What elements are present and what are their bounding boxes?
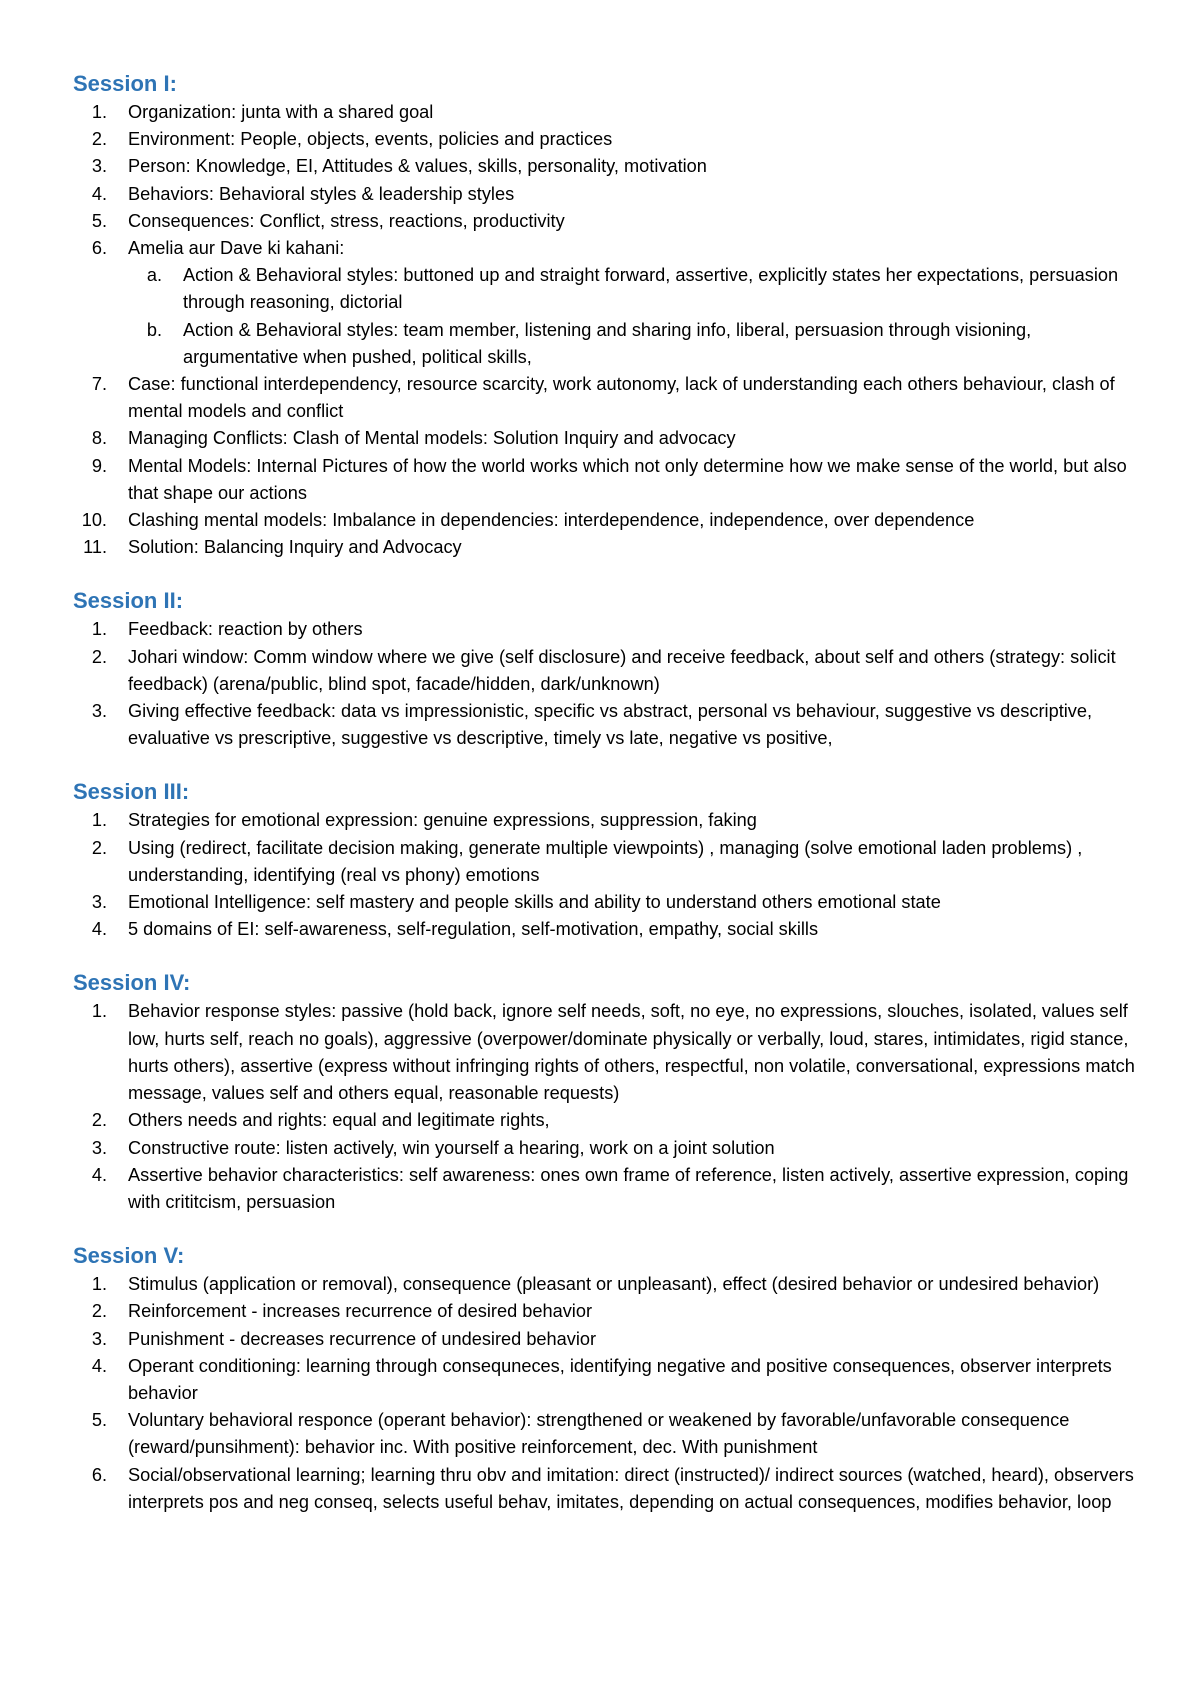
list-item: [73, 644, 1143, 698]
list-item-number: 2.: [91, 1301, 107, 1322]
list-item: [73, 534, 1143, 561]
session-heading: Session II:: [73, 588, 184, 614]
list-item-text: Behavior response styles: passive (hold back, ignore self needs, soft, no eye, no expressions, slouches, isolated, values self low, hurts self, reach no goals), aggressive (overpower/dominate physically or verbally, loud, stares, intimidates, rigid stance, hurts others), assertive (express without infringing rights of others, respectful, non volatile, conversational, expressions match message, values self and others equal, reasonable requests): [128, 1001, 1135, 1104]
list-item-text: Case: functional interdependency, resource scarcity, work autonomy, lack of understanding each others behaviour, clash of mental models and conflict: [128, 374, 1115, 422]
list-item: [73, 425, 1143, 452]
list-item-number: 4.: [91, 1164, 107, 1185]
session-heading: Session V:: [73, 1243, 185, 1269]
list-item-text: Others needs and rights: equal and legitimate rights,: [128, 1110, 550, 1131]
list-item-number: 10.: [81, 510, 107, 531]
session-heading: Session III:: [73, 779, 190, 805]
sub-list-item-letter: b.: [146, 319, 162, 340]
session-section: [73, 969, 1143, 1216]
list-item-text: Person: Knowledge, EI, Attitudes & values, skills, personality, motivation: [128, 156, 707, 177]
list-item: [73, 1407, 1143, 1461]
list-item-text: Managing Conflicts: Clash of Mental models: Solution Inquiry and advocacy: [128, 428, 736, 449]
list-item-number: 1.: [91, 619, 107, 640]
sub-list: [128, 262, 1143, 371]
session-list: [73, 616, 1143, 752]
list-item: [73, 1271, 1143, 1298]
list-item: [73, 453, 1143, 507]
list-item-number: 3.: [91, 1328, 107, 1349]
sub-list-item-letter: a.: [146, 265, 162, 286]
list-item: [73, 1462, 1143, 1516]
list-item-number: 2.: [91, 646, 107, 667]
list-item: [73, 807, 1143, 834]
list-item: [73, 916, 1143, 943]
session-list: [73, 807, 1143, 943]
list-item: [73, 698, 1143, 752]
list-item-number: 1.: [91, 1274, 107, 1295]
session-section: [73, 70, 1143, 561]
list-item-text: Social/observational learning; learning thru obv and imitation: direct (instructed)/ indirect sources (watched, heard), observers interprets pos and neg conseq, selects useful behav, imitates, depending on actual consequences, modifies behavior, loop: [128, 1464, 1134, 1512]
list-item: [73, 507, 1143, 534]
list-item: [73, 1107, 1143, 1134]
list-item: [73, 1135, 1143, 1162]
sub-list-item: [128, 317, 1143, 371]
list-item-number: 9.: [91, 455, 107, 476]
list-item-text: Giving effective feedback: data vs impressionistic, specific vs abstract, personal vs behaviour, suggestive vs descriptive, evaluative vs prescriptive, suggestive vs descriptive, timely vs late, negative vs positive,: [128, 701, 1093, 749]
session-heading: Session I:: [73, 71, 177, 96]
session-section: [73, 1242, 1143, 1516]
list-item-text: 5 domains of EI: self-awareness, self-regulation, self-motivation, empathy, social skills: [128, 919, 819, 940]
list-item-number: 3.: [91, 156, 107, 177]
list-item-text: Using (redirect, facilitate decision making, generate multiple viewpoints) , managing (solve emotional laden problems) , understanding, identifying (real vs phony) emotions: [128, 837, 1083, 885]
list-item-text: Assertive behavior characteristics: self awareness: ones own frame of reference, listen actively, assertive expression, coping with crititcism, persuasion: [128, 1164, 1129, 1212]
session-heading: Session IV:: [73, 970, 191, 996]
session-section: [73, 587, 1143, 752]
list-item-number: 1.: [91, 810, 107, 831]
list-item-number: 6.: [91, 238, 107, 259]
session-list: [73, 1271, 1143, 1516]
list-item: [73, 1298, 1143, 1325]
list-item: [73, 1353, 1143, 1407]
list-item-text: Voluntary behavioral responce (operant behavior): strengthened or weakened by favorable/unfavorable consequence (reward/punsihment): behavior inc. With positive reinforcement, dec. With punishment: [128, 1410, 1070, 1458]
list-item: [73, 1162, 1143, 1216]
list-item-number: 4.: [91, 919, 107, 940]
list-item-text: Operant conditioning: learning through consequneces, identifying negative and positive consequences, observer interprets behavior: [128, 1355, 1112, 1403]
list-item: [73, 616, 1143, 643]
list-item-text: Emotional Intelligence: self mastery and people skills and ability to understand others emotional state: [128, 892, 941, 913]
list-item-text: Johari window: Comm window where we give (self disclosure) and receive feedback, about self and others (strategy: solicit feedback) (arena/public, blind spot, facade/hidden, dark/unknown): [128, 646, 1116, 694]
list-item-number: 8.: [91, 428, 107, 449]
list-item-number: 3.: [91, 701, 107, 722]
list-item-number: 4.: [91, 183, 107, 204]
list-item-number: 11.: [83, 537, 107, 558]
list-item: [73, 889, 1143, 916]
list-item: [73, 153, 1143, 180]
list-item-text: Feedback: reaction by others: [128, 619, 363, 640]
list-item-number: 6.: [91, 1464, 107, 1485]
list-item: [73, 1326, 1143, 1353]
list-item-number: 5.: [91, 1410, 107, 1431]
list-item: [73, 835, 1143, 889]
list-item-text: Punishment - decreases recurrence of undesired behavior: [128, 1328, 597, 1349]
list-item-number: 7.: [91, 374, 107, 395]
list-item-text: Consequences: Conflict, stress, reactions, productivity: [128, 210, 565, 231]
list-item: [73, 998, 1143, 1107]
list-item-number: 1.: [91, 102, 107, 122]
list-item-number: 5.: [91, 210, 107, 231]
list-item-text: Environment: People, objects, events, policies and practices: [128, 129, 613, 150]
list-item-text: Reinforcement - increases recurrence of desired behavior: [128, 1301, 593, 1322]
list-item-text: Mental Models: Internal Pictures of how the world works which not only determine how we make sense of the world, but also that shape our actions: [128, 455, 1127, 503]
list-item-text: Strategies for emotional expression: genuine expressions, suppression, faking: [128, 810, 757, 831]
list-item: [73, 99, 1143, 126]
list-item: [73, 181, 1143, 208]
session-section: [73, 778, 1143, 943]
list-item-number: 2.: [91, 129, 107, 150]
list-item: [73, 371, 1143, 425]
list-item-text: Stimulus (application or removal), consequence (pleasant or unpleasant), effect (desired behavior or undesired behavior): [128, 1274, 1100, 1295]
list-item-number: 3.: [91, 892, 107, 913]
sub-list-item-text: Action & Behavioral styles: buttoned up and straight forward, assertive, explicitly states her expectations, persuasion through reasoning, dictorial: [183, 265, 1119, 313]
list-item-text: Behaviors: Behavioral styles & leadership styles: [128, 183, 515, 204]
list-item-text: Constructive route: listen actively, win yourself a hearing, work on a joint solution: [128, 1137, 775, 1158]
list-item-text: Solution: Balancing Inquiry and Advocacy: [128, 537, 462, 558]
list-item-number: 1.: [91, 1001, 107, 1022]
session-list: [73, 99, 1143, 561]
list-item-number: 3.: [91, 1137, 107, 1158]
session-list: [73, 998, 1143, 1216]
list-item-text: Clashing mental models: Imbalance in dependencies: interdependence, independence, over dependence: [128, 510, 975, 531]
list-item-text: Organization: junta with a shared goal: [128, 102, 434, 122]
list-item-text: Amelia aur Dave ki kahani:: [128, 238, 345, 259]
sub-list-item: [128, 262, 1143, 316]
list-item-number: 2.: [91, 837, 107, 858]
list-item: [73, 208, 1143, 235]
list-item-number: 2.: [91, 1110, 107, 1131]
document-page: [73, 70, 1143, 1542]
list-item-number: 4.: [91, 1355, 107, 1376]
list-item: [73, 126, 1143, 153]
sub-list-item-text: Action & Behavioral styles: team member, listening and sharing info, liberal, persuasion through visioning, argumentative when pushed, political skills,: [183, 319, 1032, 367]
list-item: [73, 235, 1143, 371]
